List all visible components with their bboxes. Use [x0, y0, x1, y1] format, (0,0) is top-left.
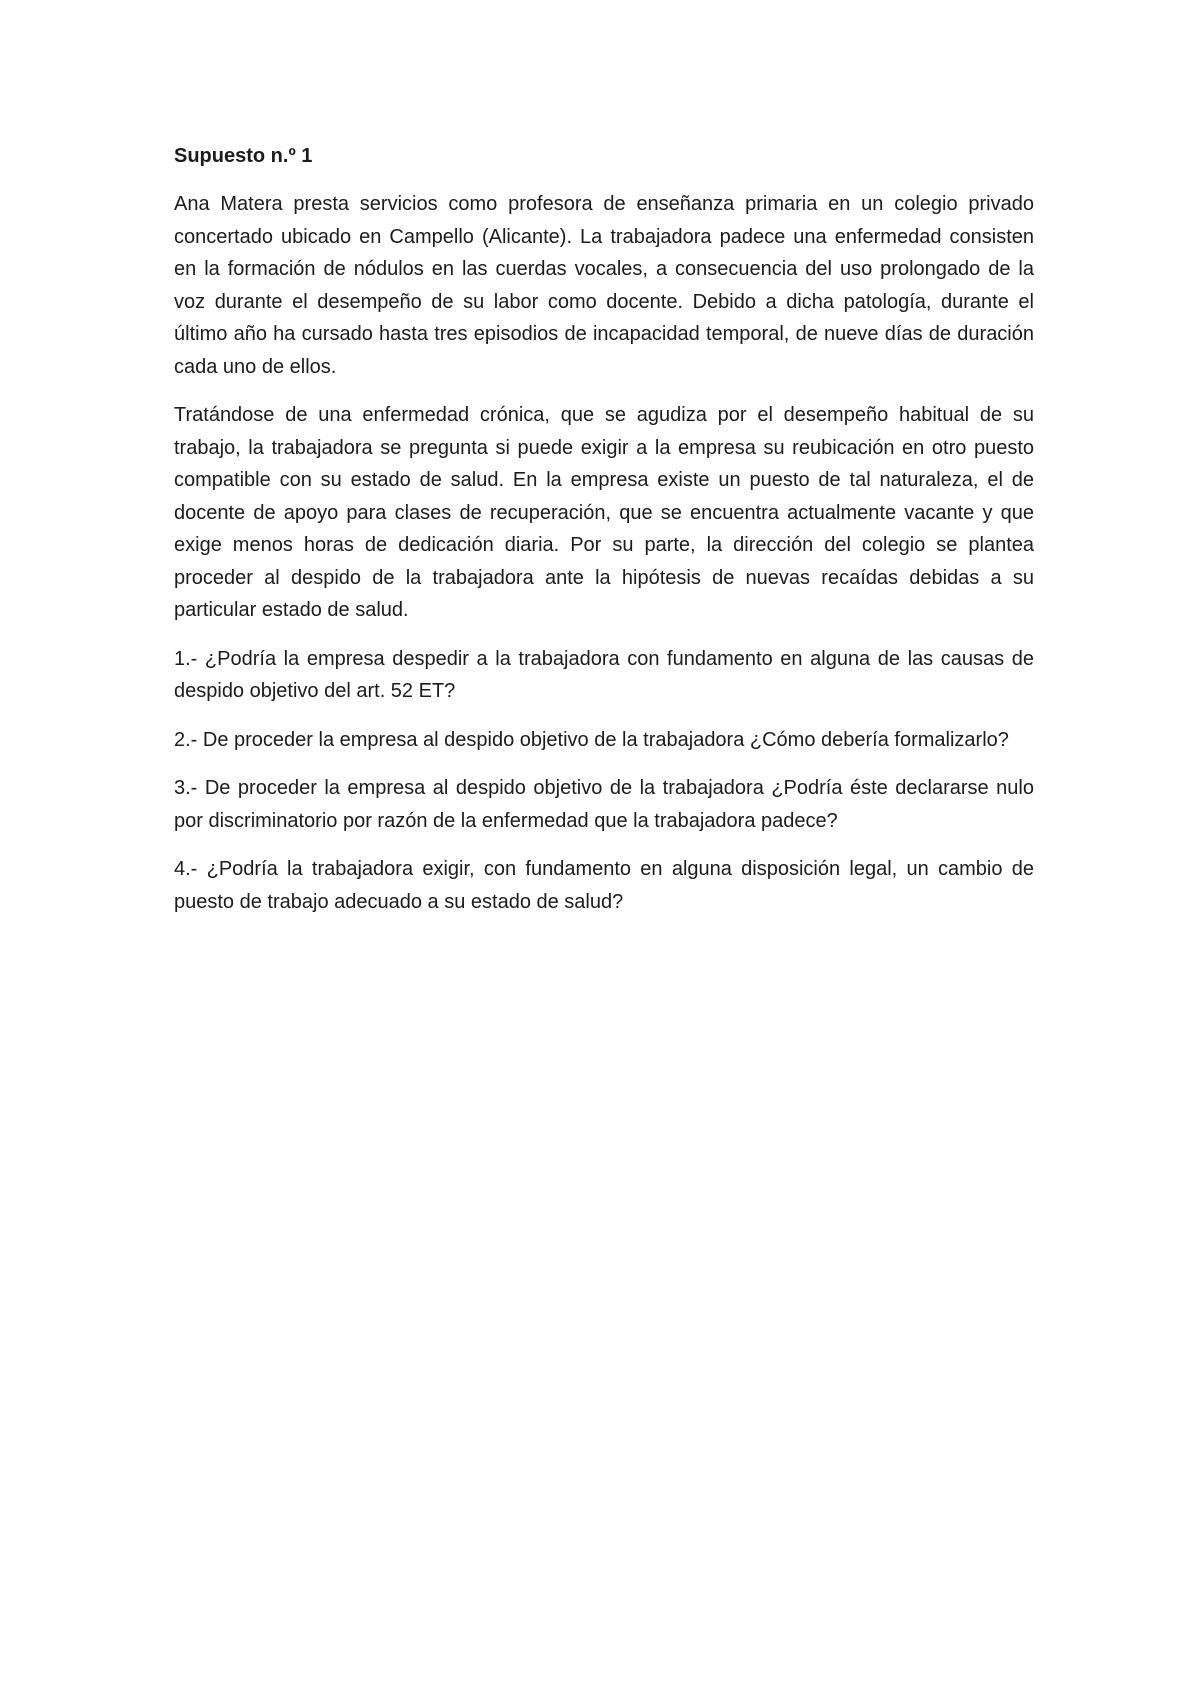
question-3: 3.- De proceder la empresa al despido objetivo de la trabajadora ¿Podría éste declararse nulo por discriminatorio por razón de la enfermedad que la trabajadora padece? — [174, 777, 1034, 832]
case-paragraph-2: Tratándose de una enfermedad crónica, que se agudiza por el desempeño habitual de su trabajo, la trabajadora se pregunta si puede exigir a la empresa su reubicación en otro puesto compatible con su estado de salud. En la empresa existe un puesto de tal naturaleza, el de docente de apoyo para clases de recuperación, que se encuentra actualmente vacante y que exige menos horas de dedicación diaria. Por su parte, la dirección del colegio se plantea proceder al despido de la trabajadora ante la hipótesis de nuevas recaídas debidas a su particular estado de salud. — [174, 404, 1034, 621]
case-paragraph-1: Ana Matera presta servicios como profesora de enseñanza primaria en un colegio privado concertado ubicado en Campello (Alicante). La trabajadora padece una enfermedad consisten en la formación de nódulos en las cuerdas vocales, a consecuencia del uso prolongado de la voz durante el desempeño de su labor como docente. Debido a dicha patología, durante el último año ha cursado hasta tres episodios de incapacidad temporal, de nueve días de duración cada uno de ellos. — [174, 193, 1034, 378]
question-1: 1.- ¿Podría la empresa despedir a la trabajadora con fundamento en alguna de las causas de despido objetivo del art. 52 ET? — [174, 647, 1034, 702]
question-2: 2.- De proceder la empresa al despido objetivo de la trabajadora ¿Cómo debería formalizarlo? — [174, 728, 1009, 751]
question-4: 4.- ¿Podría la trabajadora exigir, con fundamento en alguna disposición legal, un cambio de puesto de trabajo adecuado a su estado de salud? — [174, 858, 1034, 913]
document-body — [174, 140, 1034, 934]
document-title: Supuesto n.º 1 — [174, 145, 313, 167]
